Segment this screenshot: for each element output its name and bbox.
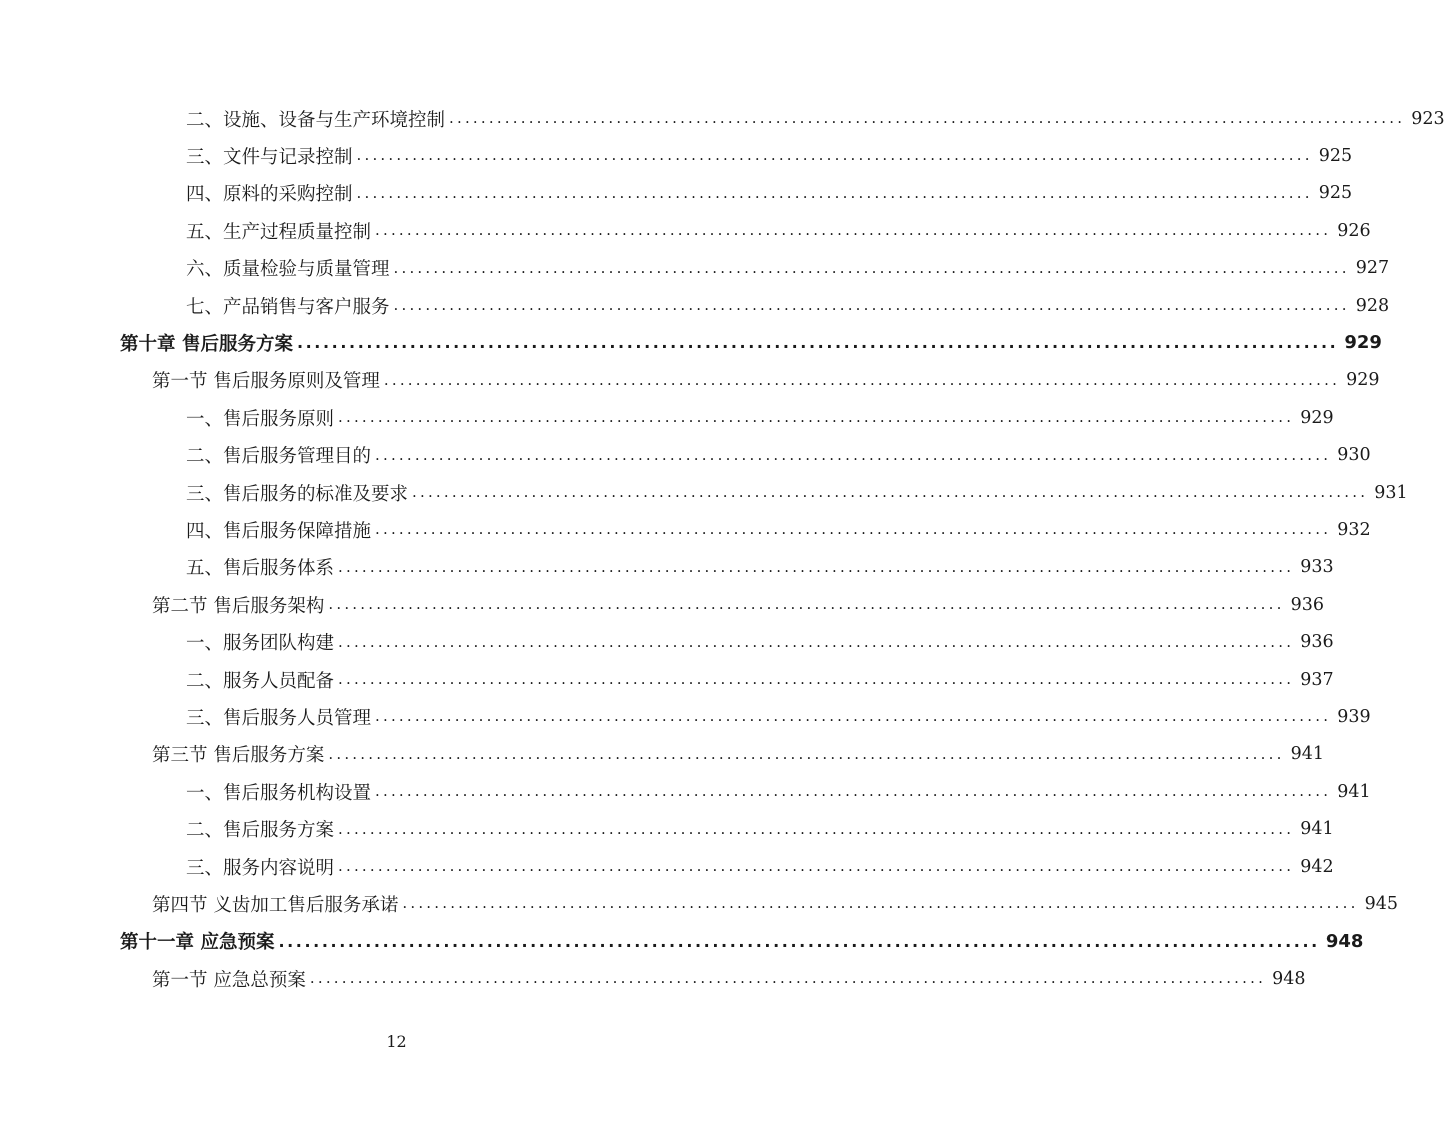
- toc-entry-title: 三、文件与记录控制: [186, 146, 353, 168]
- toc-entry-page: 926: [1337, 220, 1371, 241]
- toc-section-entry: [152, 362, 1380, 399]
- toc-entry-title: 二、设施、设备与生产环境控制: [186, 109, 446, 131]
- toc-dot-leader: ........................................................................................................................: [375, 445, 1332, 464]
- toc-entry-title: 四、原料的采购控制: [186, 184, 353, 206]
- toc-entry-page: 929: [1344, 332, 1382, 354]
- toc-entry-page: 927: [1355, 258, 1390, 279]
- toc-entry-title: 第十章 售后服务方案: [120, 333, 293, 355]
- toc-entry-page: 942: [1300, 856, 1334, 877]
- toc-item-entry: [186, 137, 1353, 174]
- toc-entry-title: 一、售后服务机构设置: [186, 782, 372, 804]
- toc-dot-leader: ........................................................................................................................: [393, 258, 1350, 277]
- toc-dot-leader: ........................................................................................................................: [375, 707, 1332, 726]
- toc-section-entry: [152, 960, 1306, 997]
- toc-item-entry: [186, 661, 1334, 698]
- toc-entry-page: 948: [1325, 930, 1364, 952]
- toc-item-entry: [186, 811, 1334, 848]
- toc-dot-leader: ........................................................................................................................: [393, 296, 1350, 314]
- toc-item-entry: [186, 511, 1371, 548]
- toc-entry-page: 948: [1272, 968, 1306, 989]
- toc-entry-page: 937: [1300, 669, 1334, 690]
- toc-item-entry: [186, 848, 1334, 885]
- toc-entry-title: 第四节 义齿加工售后服务承诺: [152, 894, 399, 916]
- toc-entry-title: 三、服务内容说明: [186, 857, 335, 879]
- toc-dot-leader: ........................................................................................................................: [375, 221, 1332, 240]
- toc-item-entry: [186, 399, 1334, 436]
- toc-entry-page: 932: [1337, 519, 1371, 540]
- toc-entry-page: 933: [1300, 557, 1334, 578]
- toc-section-entry: [152, 586, 1324, 623]
- toc-entry-page: 930: [1337, 445, 1371, 466]
- toc-dot-leader: ........................................................................................................................: [338, 857, 1295, 875]
- toc-item-entry: [186, 100, 1445, 137]
- toc-dot-leader: ........................................................................................................................: [338, 670, 1295, 688]
- toc-entry-title: 第三节 售后服务方案: [152, 745, 325, 767]
- toc-entry-page: 923: [1411, 108, 1445, 129]
- toc-entry-title: 三、售后服务人员管理: [186, 707, 372, 729]
- toc-entry-title: 七、产品销售与客户服务: [186, 296, 390, 318]
- toc-entry-title: 一、服务团队构建: [186, 633, 335, 655]
- toc-entry-page: 936: [1300, 632, 1334, 653]
- toc-dot-leader: ........................................................................................................................: [449, 109, 1406, 127]
- toc-dot-leader: ........................................................................................................................: [309, 969, 1267, 988]
- toc-entry-page: 931: [1374, 482, 1408, 503]
- toc-dot-leader: ........................................................................................................................: [402, 894, 1359, 913]
- toc-dot-leader: ........................................................................................................................: [412, 483, 1369, 501]
- toc-item-entry: [186, 437, 1371, 474]
- toc-entry-title: 一、售后服务原则: [186, 408, 335, 430]
- toc-dot-leader: ........................................................................................................................: [328, 744, 1285, 763]
- toc-entry-title: 四、售后服务保障措施: [186, 520, 372, 542]
- toc-item-entry: [186, 175, 1353, 212]
- toc-entry-page: 929: [1346, 370, 1380, 391]
- toc-item-entry: [186, 549, 1334, 586]
- toc-dot-leader: ........................................................................................................................: [338, 557, 1295, 576]
- toc-entry-title: 二、售后服务管理目的: [186, 446, 372, 468]
- toc-entry-page: 941: [1300, 819, 1334, 840]
- toc-entry-title: 五、售后服务体系: [186, 558, 335, 580]
- toc-item-entry: [186, 773, 1371, 810]
- toc-item-entry: [186, 287, 1390, 324]
- toc-entry-page: 928: [1355, 295, 1390, 316]
- toc-section-entry: [152, 885, 1398, 922]
- toc-entry-page: 925: [1318, 145, 1353, 166]
- toc-entry-title: 第二节 售后服务架构: [152, 595, 325, 617]
- toc-entry-title: 五、生产过程质量控制: [186, 221, 372, 243]
- toc-dot-leader: ........................................................................................................................: [375, 520, 1332, 539]
- toc-entry-title: 二、服务人员配备: [186, 670, 335, 692]
- toc-entry-title: 二、售后服务方案: [186, 820, 335, 842]
- toc-item-entry: [186, 698, 1371, 735]
- toc-chapter-entry: [120, 923, 1364, 960]
- toc-entry-page: 936: [1290, 594, 1324, 615]
- toc-dot-leader: ........................................................................................................................: [338, 632, 1295, 651]
- toc-entry-title: 第一节 应急总预案: [152, 969, 306, 991]
- toc-entry-title: 第十一章 应急预案: [120, 932, 275, 954]
- toc-dot-leader: ........................................................................................................................: [328, 595, 1285, 614]
- toc-item-entry: [186, 250, 1390, 287]
- page-number: 12: [386, 1032, 407, 1051]
- toc-entry-page: 939: [1337, 706, 1371, 727]
- toc-entry-page: 941: [1290, 744, 1324, 765]
- toc-dot-leader: ........................................................................................................................: [356, 183, 1313, 202]
- toc-section-entry: [152, 736, 1324, 773]
- toc-item-entry: [186, 474, 1408, 511]
- toc-dot-leader: ........................................................................................................................: [383, 370, 1341, 389]
- toc-entry-title: 六、质量检验与质量管理: [186, 259, 390, 281]
- toc-entry-page: 945: [1364, 893, 1398, 914]
- toc-entry-title: 三、售后服务的标准及要求: [186, 483, 409, 505]
- toc-entry-title: 第一节 售后服务原则及管理: [152, 371, 380, 393]
- toc-entry-page: 941: [1337, 781, 1371, 802]
- toc-dot-leader: ........................................................................................................................: [278, 931, 1320, 951]
- toc-item-entry: [186, 212, 1371, 249]
- toc-dot-leader: ........................................................................................................................: [296, 333, 1339, 353]
- toc-dot-leader: ........................................................................................................................: [338, 819, 1295, 838]
- toc-dot-leader: ........................................................................................................................: [338, 408, 1295, 427]
- toc-chapter-entry: [120, 324, 1382, 361]
- toc-item-entry: [186, 624, 1334, 661]
- toc-entry-page: 929: [1300, 407, 1334, 428]
- toc-entry-page: 925: [1318, 183, 1353, 204]
- toc-dot-leader: ........................................................................................................................: [356, 146, 1313, 165]
- toc-dot-leader: ........................................................................................................................: [375, 782, 1332, 801]
